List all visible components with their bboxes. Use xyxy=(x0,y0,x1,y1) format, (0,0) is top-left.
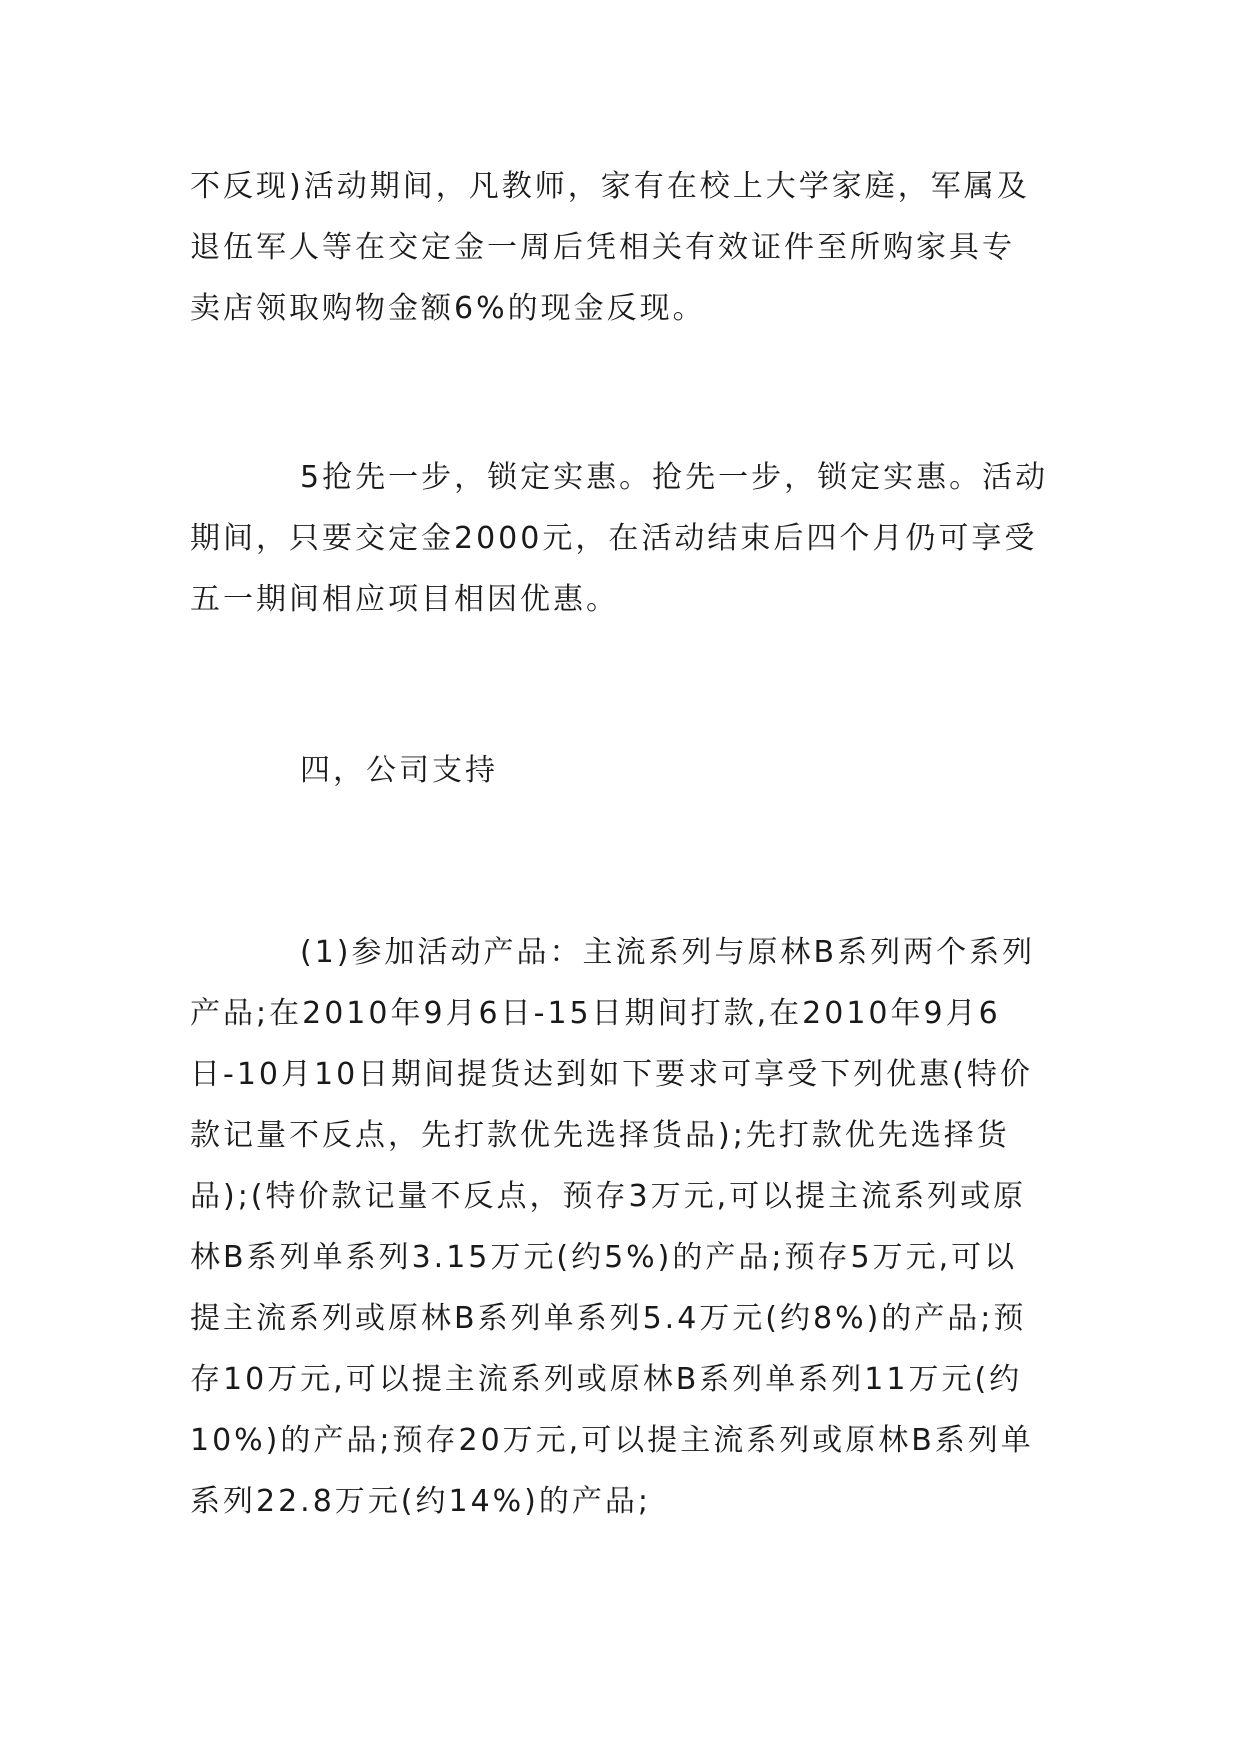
paragraph-lock-discount xyxy=(190,447,1050,630)
paragraph-cash-rebate xyxy=(190,156,1050,339)
text-line: 日-10月10日期间提货达到如下要求可享受下列优惠(特价 xyxy=(190,1057,1033,1092)
text-line: 存10万元,可以提主流系列或原林B系列单系列11万元(约 xyxy=(190,1362,1023,1397)
heading-text: 四，公司支持 xyxy=(300,753,498,788)
text-line: 提主流系列或原林B系列单系列5.4万元(约8%)的产品;预 xyxy=(190,1301,1027,1336)
text-line: 产品;在2010年9月6日-15日期间打款,在2010年9月6 xyxy=(190,996,1001,1031)
text-line: 10%)的产品;预存20万元,可以提主流系列或原林B系列单 xyxy=(190,1423,1034,1458)
text-line: (1)参加活动产品：主流系列与原林B系列两个系列 xyxy=(300,935,1036,970)
text-line: 款记量不反点，先打款优先选择货品);先打款优先选择货 xyxy=(190,1118,1010,1153)
text-line: 卖店领取购物金额6%的现金反现。 xyxy=(190,291,706,326)
section-heading-company-support xyxy=(190,740,1050,801)
text-line: 不反现)活动期间，凡教师，家有在校上大学家庭，军属及 xyxy=(190,169,1030,204)
text-line: 期间，只要交定金2000元，在活动结束后四个月仍可享受 xyxy=(190,521,1038,556)
text-line: 五一期间相应项目相因优惠。 xyxy=(190,582,619,617)
paragraph-participating-products xyxy=(190,922,1050,1532)
text-line: 退伍军人等在交定金一周后凭相关有效证件至所购家具专 xyxy=(190,230,1015,265)
text-line: 5抢先一步，锁定实惠。抢先一步，锁定实惠。活动 xyxy=(300,460,1049,495)
text-line: 系列22.8万元(约14%)的产品; xyxy=(190,1484,651,1519)
text-line: 林B系列单系列3.15万元(约5%)的产品;预存5万元,可以 xyxy=(190,1240,1018,1275)
text-line: 品);(特价款记量不反点，预存3万元,可以提主流系列或原 xyxy=(190,1179,1027,1214)
